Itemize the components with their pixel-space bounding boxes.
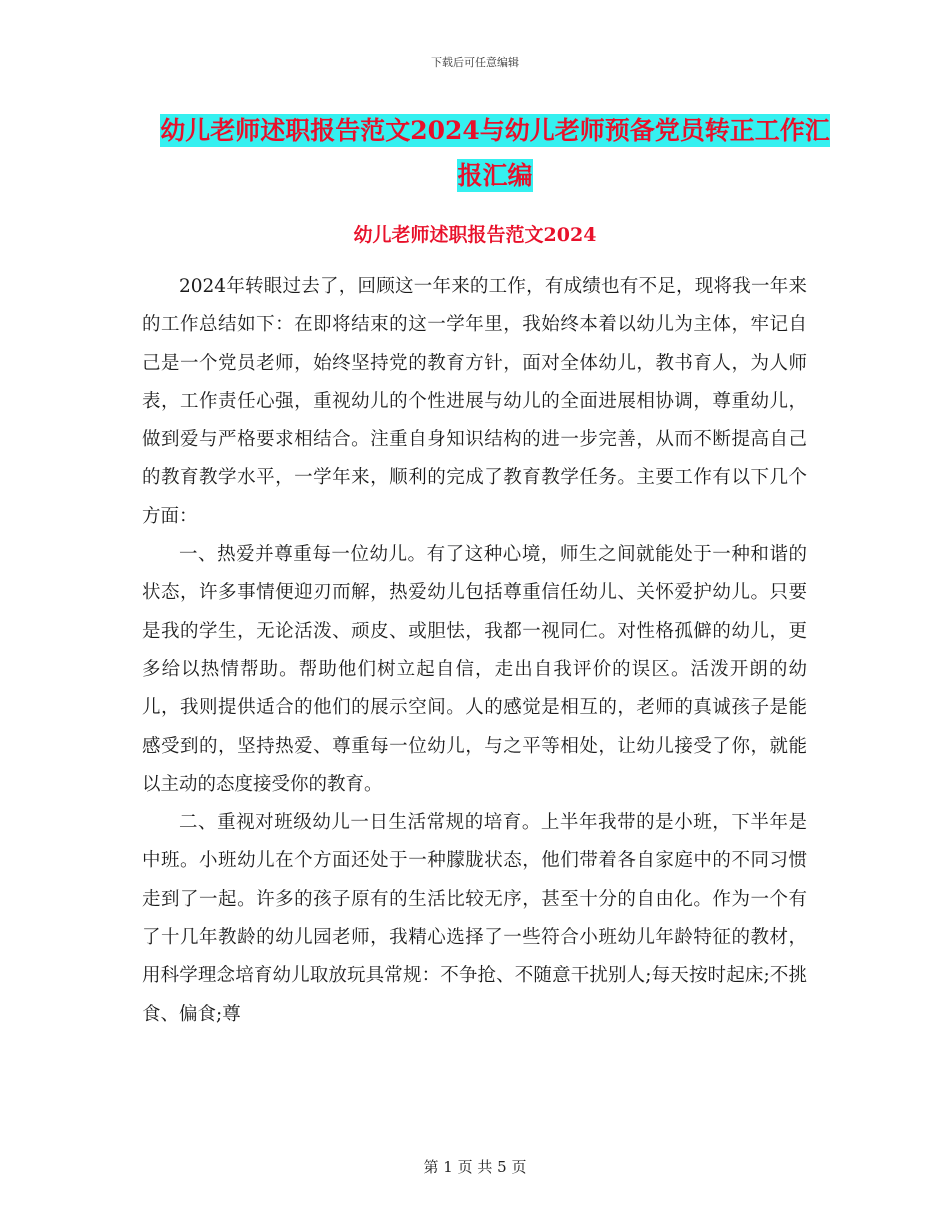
- paragraph-2: 一、热爱并尊重每一位幼儿。有了这种心境，师生之间就能处于一种和谐的状态，许多事情便迎刃而解，热爱幼儿包括尊重信任幼儿、关怀爱护幼儿。只要是我的学生，无论活泼、顽皮、或胆怯，我都一视同仁。对性格孤僻的幼儿，更多给以热情帮助。帮助他们树立起自信，走出自我评价的误区。活泼开朗的幼儿，我则提供适合的他们的展示空间。人的感觉是相互的，老师的真诚孩子是能感受到的，坚持热爱、尊重每一位幼儿，与之平等相处，让幼儿接受了你，就能以主动的态度接受你的教育。: [142, 544, 807, 795]
- document-body: [142, 268, 807, 1034]
- page-header-note: 下载后可任意编辑: [431, 56, 519, 69]
- section-title: 幼儿老师述职报告范文2024: [353, 224, 597, 246]
- paragraph-3: 二、重视对班级幼儿一日生活常规的培育。上半年我带的是小班，下半年是中班。小班幼儿在个方面还处于一种朦胧状态，他们带着各自家庭中的不同习惯走到了一起。许多的孩子原有的生活比较无序，甚至十分的自由化。作为一个有了十几年教龄的幼儿园老师，我精心选择了一些符合小班幼儿年龄特征的教材，用科学理念培育幼儿取放玩具常规：不争抢、不随意干扰别人;每天按时起床;不挑食、偏食;尊: [142, 812, 807, 1025]
- document-title-text: 幼儿老师述职报告范文2024与幼儿老师预备党员转正工作汇报汇编: [160, 116, 830, 190]
- page-footer: 第 1 页 共 5 页: [423, 1158, 527, 1176]
- paragraph-1: 2024年转眼过去了，回顾这一年来的工作，有成绩也有不足，现将我一年来的工作总结如下：在即将结束的这一学年里，我始终本着以幼儿为主体，牢记自己是一个党员老师，始终坚持党的教育方针，面对全体幼儿，教书育人，为人师表，工作责任心强，重视幼儿的个性进展与幼儿的全面进展相协调，尊重幼儿，做到爱与严格要求相结合。注重自身知识结构的进一步完善，从而不断提高自己的教育教学水平，一学年来，顺利的完成了教育教学任务。主要工作有以下几个方面：: [142, 276, 807, 527]
- document-title: [150, 108, 840, 198]
